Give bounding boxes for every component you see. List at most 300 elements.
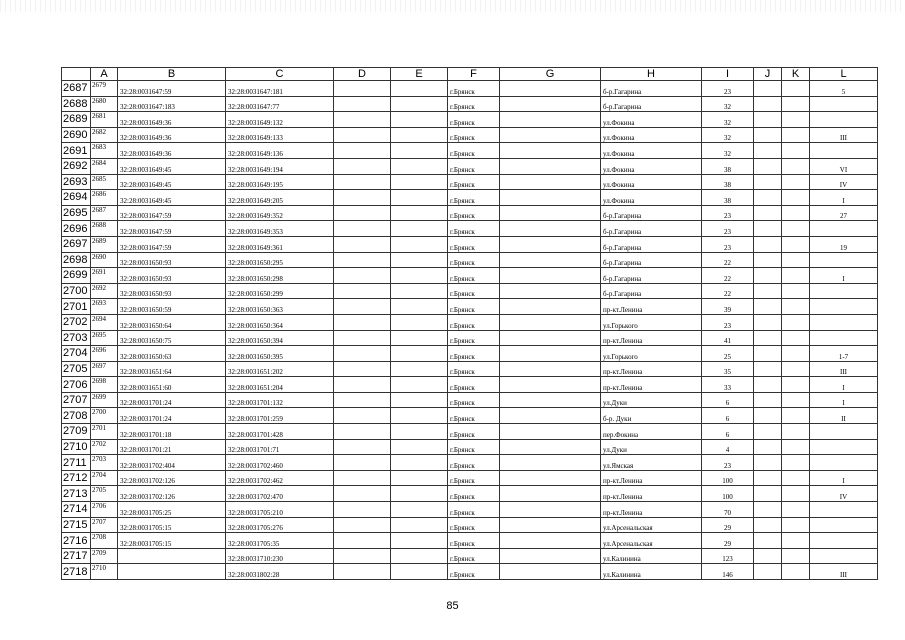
cell-i[interactable]: 29	[702, 533, 754, 549]
cell-e[interactable]	[391, 533, 448, 549]
cell-e[interactable]	[391, 314, 448, 330]
cell-h[interactable]: ул.Фокина	[601, 127, 702, 143]
cell-a[interactable]: 2693	[91, 299, 118, 315]
cell-i[interactable]: 146	[702, 564, 754, 580]
cell-j[interactable]	[754, 205, 782, 221]
cell-f[interactable]: г.Брянск	[448, 127, 500, 143]
cell-b[interactable]: 32:28:0031650:59	[118, 299, 226, 315]
row-number[interactable]: 2702	[62, 314, 91, 330]
cell-e[interactable]	[391, 455, 448, 471]
cell-d[interactable]	[334, 361, 391, 377]
cell-k[interactable]	[782, 299, 810, 315]
cell-c[interactable]: 32:28:0031649:353	[226, 221, 334, 237]
cell-l[interactable]	[810, 96, 878, 112]
cell-f[interactable]: г.Брянск	[448, 517, 500, 533]
cell-d[interactable]	[334, 252, 391, 268]
cell-i[interactable]: 6	[702, 424, 754, 440]
cell-l[interactable]: I	[810, 190, 878, 206]
row-number[interactable]: 2693	[62, 174, 91, 190]
cell-j[interactable]	[754, 470, 782, 486]
cell-h[interactable]: б-р.Гагарина	[601, 252, 702, 268]
cell-g[interactable]	[500, 470, 601, 486]
cell-i[interactable]: 33	[702, 377, 754, 393]
cell-k[interactable]	[782, 112, 810, 128]
cell-b[interactable]: 32:28:0031650:75	[118, 330, 226, 346]
corner-cell[interactable]	[62, 68, 91, 81]
cell-h[interactable]: пр-кт.Ленина	[601, 330, 702, 346]
cell-j[interactable]	[754, 548, 782, 564]
cell-k[interactable]	[782, 346, 810, 362]
cell-a[interactable]: 2702	[91, 439, 118, 455]
cell-a[interactable]: 2706	[91, 502, 118, 518]
cell-e[interactable]	[391, 470, 448, 486]
row-number[interactable]: 2688	[62, 96, 91, 112]
cell-c[interactable]: 32:28:0031705:210	[226, 502, 334, 518]
cell-b[interactable]: 32:28:0031701:24	[118, 408, 226, 424]
cell-b[interactable]: 32:28:0031650:93	[118, 268, 226, 284]
cell-f[interactable]: г.Брянск	[448, 205, 500, 221]
cell-c[interactable]: 32:28:0031651:204	[226, 377, 334, 393]
cell-f[interactable]: г.Брянск	[448, 424, 500, 440]
cell-a[interactable]: 2694	[91, 314, 118, 330]
cell-g[interactable]	[500, 81, 601, 97]
cell-h[interactable]: б-р.Гагарина	[601, 236, 702, 252]
cell-l[interactable]: 19	[810, 236, 878, 252]
cell-d[interactable]	[334, 205, 391, 221]
column-header[interactable]: J	[754, 68, 782, 81]
cell-j[interactable]	[754, 252, 782, 268]
row-number[interactable]: 2713	[62, 486, 91, 502]
cell-e[interactable]	[391, 486, 448, 502]
cell-c[interactable]: 32:28:0031649:352	[226, 205, 334, 221]
cell-j[interactable]	[754, 96, 782, 112]
cell-j[interactable]	[754, 81, 782, 97]
cell-e[interactable]	[391, 268, 448, 284]
row-number[interactable]: 2712	[62, 470, 91, 486]
cell-k[interactable]	[782, 236, 810, 252]
cell-j[interactable]	[754, 377, 782, 393]
cell-a[interactable]: 2680	[91, 96, 118, 112]
cell-g[interactable]	[500, 205, 601, 221]
cell-e[interactable]	[391, 330, 448, 346]
cell-c[interactable]: 32:28:0031649:133	[226, 127, 334, 143]
column-header[interactable]: F	[448, 68, 500, 81]
row-number[interactable]: 2692	[62, 158, 91, 174]
cell-h[interactable]: пер.Фокина	[601, 424, 702, 440]
cell-j[interactable]	[754, 174, 782, 190]
cell-h[interactable]: б-р. Дуки	[601, 408, 702, 424]
cell-h[interactable]: ул.Калинина	[601, 564, 702, 580]
cell-c[interactable]: 32:28:0031649:132	[226, 112, 334, 128]
cell-b[interactable]	[118, 548, 226, 564]
cell-g[interactable]	[500, 221, 601, 237]
cell-l[interactable]: III	[810, 361, 878, 377]
cell-l[interactable]: II	[810, 408, 878, 424]
column-header[interactable]: I	[702, 68, 754, 81]
cell-b[interactable]: 32:28:0031705:15	[118, 533, 226, 549]
cell-c[interactable]: 32:28:0031651:202	[226, 361, 334, 377]
cell-d[interactable]	[334, 174, 391, 190]
cell-l[interactable]	[810, 517, 878, 533]
cell-f[interactable]: г.Брянск	[448, 190, 500, 206]
cell-a[interactable]: 2708	[91, 533, 118, 549]
cell-h[interactable]: б-р.Гагарина	[601, 205, 702, 221]
cell-d[interactable]	[334, 486, 391, 502]
cell-g[interactable]	[500, 486, 601, 502]
cell-j[interactable]	[754, 221, 782, 237]
cell-b[interactable]: 32:28:0031650:93	[118, 283, 226, 299]
cell-g[interactable]	[500, 346, 601, 362]
cell-h[interactable]: б-р.Гагарина	[601, 268, 702, 284]
cell-j[interactable]	[754, 408, 782, 424]
cell-h[interactable]: пр-кт.Ленина	[601, 470, 702, 486]
cell-f[interactable]: г.Брянск	[448, 346, 500, 362]
cell-c[interactable]: 32:28:0031647:77	[226, 96, 334, 112]
cell-c[interactable]: 32:28:0031649:205	[226, 190, 334, 206]
cell-j[interactable]	[754, 486, 782, 502]
row-number[interactable]: 2715	[62, 517, 91, 533]
cell-l[interactable]: I	[810, 470, 878, 486]
cell-c[interactable]: 32:28:0031702:470	[226, 486, 334, 502]
cell-j[interactable]	[754, 236, 782, 252]
cell-c[interactable]: 32:28:0031650:299	[226, 283, 334, 299]
cell-a[interactable]: 2710	[91, 564, 118, 580]
cell-k[interactable]	[782, 174, 810, 190]
cell-c[interactable]: 32:28:0031650:363	[226, 299, 334, 315]
cell-b[interactable]: 32:28:0031649:36	[118, 143, 226, 159]
cell-j[interactable]	[754, 158, 782, 174]
cell-g[interactable]	[500, 252, 601, 268]
column-header[interactable]: C	[226, 68, 334, 81]
cell-e[interactable]	[391, 346, 448, 362]
cell-a[interactable]: 2682	[91, 127, 118, 143]
cell-a[interactable]: 2685	[91, 174, 118, 190]
column-header[interactable]: B	[118, 68, 226, 81]
cell-c[interactable]: 32:28:0031650:295	[226, 252, 334, 268]
cell-g[interactable]	[500, 174, 601, 190]
cell-d[interactable]	[334, 517, 391, 533]
cell-j[interactable]	[754, 268, 782, 284]
cell-j[interactable]	[754, 299, 782, 315]
cell-b[interactable]: 32:28:0031651:64	[118, 361, 226, 377]
cell-j[interactable]	[754, 314, 782, 330]
cell-h[interactable]: ул.Горького	[601, 314, 702, 330]
row-number[interactable]: 2699	[62, 268, 91, 284]
cell-f[interactable]: г.Брянск	[448, 299, 500, 315]
cell-a[interactable]: 2709	[91, 548, 118, 564]
cell-l[interactable]	[810, 283, 878, 299]
cell-c[interactable]: 32:28:0031710:230	[226, 548, 334, 564]
cell-g[interactable]	[500, 533, 601, 549]
cell-c[interactable]: 32:28:0031701:71	[226, 439, 334, 455]
cell-k[interactable]	[782, 143, 810, 159]
cell-g[interactable]	[500, 517, 601, 533]
cell-d[interactable]	[334, 533, 391, 549]
cell-d[interactable]	[334, 424, 391, 440]
cell-i[interactable]: 32	[702, 143, 754, 159]
cell-f[interactable]: г.Брянск	[448, 252, 500, 268]
cell-e[interactable]	[391, 81, 448, 97]
cell-e[interactable]	[391, 221, 448, 237]
cell-c[interactable]: 32:28:0031802:28	[226, 564, 334, 580]
cell-j[interactable]	[754, 346, 782, 362]
cell-b[interactable]: 32:28:0031647:59	[118, 81, 226, 97]
cell-i[interactable]: 23	[702, 221, 754, 237]
cell-h[interactable]: ул.Фокина	[601, 174, 702, 190]
cell-i[interactable]: 22	[702, 268, 754, 284]
cell-j[interactable]	[754, 502, 782, 518]
cell-a[interactable]: 2700	[91, 408, 118, 424]
cell-i[interactable]: 39	[702, 299, 754, 315]
cell-i[interactable]: 32	[702, 96, 754, 112]
column-header[interactable]: L	[810, 68, 878, 81]
row-number[interactable]: 2690	[62, 127, 91, 143]
cell-e[interactable]	[391, 392, 448, 408]
cell-i[interactable]: 38	[702, 190, 754, 206]
cell-d[interactable]	[334, 81, 391, 97]
cell-c[interactable]: 32:28:0031702:460	[226, 455, 334, 471]
cell-l[interactable]: 27	[810, 205, 878, 221]
cell-h[interactable]: ул.Дуки	[601, 392, 702, 408]
cell-k[interactable]	[782, 96, 810, 112]
cell-k[interactable]	[782, 548, 810, 564]
cell-k[interactable]	[782, 330, 810, 346]
cell-k[interactable]	[782, 377, 810, 393]
cell-a[interactable]: 2686	[91, 190, 118, 206]
cell-h[interactable]: ул.Фокина	[601, 158, 702, 174]
cell-c[interactable]: 32:28:0031702:462	[226, 470, 334, 486]
cell-f[interactable]: г.Брянск	[448, 533, 500, 549]
cell-h[interactable]: пр-кт.Ленина	[601, 377, 702, 393]
cell-f[interactable]: г.Брянск	[448, 96, 500, 112]
cell-g[interactable]	[500, 408, 601, 424]
cell-c[interactable]: 32:28:0031649:361	[226, 236, 334, 252]
cell-k[interactable]	[782, 283, 810, 299]
cell-k[interactable]	[782, 408, 810, 424]
cell-k[interactable]	[782, 439, 810, 455]
cell-e[interactable]	[391, 408, 448, 424]
cell-j[interactable]	[754, 112, 782, 128]
cell-e[interactable]	[391, 564, 448, 580]
cell-f[interactable]: г.Брянск	[448, 361, 500, 377]
cell-j[interactable]	[754, 190, 782, 206]
cell-i[interactable]: 25	[702, 346, 754, 362]
cell-d[interactable]	[334, 470, 391, 486]
row-number[interactable]: 2707	[62, 392, 91, 408]
cell-e[interactable]	[391, 361, 448, 377]
cell-h[interactable]: ул.Горького	[601, 346, 702, 362]
row-number[interactable]: 2706	[62, 377, 91, 393]
cell-a[interactable]: 2698	[91, 377, 118, 393]
cell-a[interactable]: 2696	[91, 346, 118, 362]
cell-h[interactable]: ул.Арсенальская	[601, 517, 702, 533]
cell-h[interactable]: ул.Фокина	[601, 143, 702, 159]
cell-a[interactable]: 2695	[91, 330, 118, 346]
cell-j[interactable]	[754, 330, 782, 346]
row-number[interactable]: 2714	[62, 502, 91, 518]
cell-i[interactable]: 23	[702, 236, 754, 252]
cell-l[interactable]	[810, 424, 878, 440]
cell-l[interactable]	[810, 314, 878, 330]
cell-d[interactable]	[334, 127, 391, 143]
cell-k[interactable]	[782, 221, 810, 237]
cell-g[interactable]	[500, 330, 601, 346]
cell-e[interactable]	[391, 283, 448, 299]
cell-h[interactable]: пр-кт.Ленина	[601, 299, 702, 315]
cell-f[interactable]: г.Брянск	[448, 174, 500, 190]
cell-e[interactable]	[391, 377, 448, 393]
cell-g[interactable]	[500, 424, 601, 440]
cell-g[interactable]	[500, 190, 601, 206]
cell-j[interactable]	[754, 127, 782, 143]
cell-l[interactable]	[810, 455, 878, 471]
cell-d[interactable]	[334, 221, 391, 237]
cell-d[interactable]	[334, 408, 391, 424]
cell-e[interactable]	[391, 439, 448, 455]
cell-c[interactable]: 32:28:0031701:428	[226, 424, 334, 440]
cell-a[interactable]: 2692	[91, 283, 118, 299]
row-number[interactable]: 2710	[62, 439, 91, 455]
cell-d[interactable]	[334, 346, 391, 362]
cell-h[interactable]: ул.Ямская	[601, 455, 702, 471]
cell-d[interactable]	[334, 439, 391, 455]
cell-a[interactable]: 2690	[91, 252, 118, 268]
cell-i[interactable]: 32	[702, 127, 754, 143]
cell-e[interactable]	[391, 96, 448, 112]
row-number[interactable]: 2711	[62, 455, 91, 471]
cell-h[interactable]: пр-кт.Ленина	[601, 361, 702, 377]
cell-l[interactable]	[810, 548, 878, 564]
cell-e[interactable]	[391, 190, 448, 206]
cell-e[interactable]	[391, 502, 448, 518]
cell-i[interactable]: 38	[702, 174, 754, 190]
row-number[interactable]: 2701	[62, 299, 91, 315]
cell-b[interactable]: 32:28:0031647:59	[118, 205, 226, 221]
cell-i[interactable]: 70	[702, 502, 754, 518]
cell-j[interactable]	[754, 361, 782, 377]
cell-d[interactable]	[334, 392, 391, 408]
cell-f[interactable]: г.Брянск	[448, 221, 500, 237]
cell-f[interactable]: г.Брянск	[448, 143, 500, 159]
cell-c[interactable]: 32:28:0031701:132	[226, 392, 334, 408]
cell-i[interactable]: 6	[702, 392, 754, 408]
cell-g[interactable]	[500, 439, 601, 455]
cell-k[interactable]	[782, 361, 810, 377]
cell-g[interactable]	[500, 455, 601, 471]
cell-f[interactable]: г.Брянск	[448, 268, 500, 284]
cell-l[interactable]	[810, 252, 878, 268]
cell-f[interactable]: г.Брянск	[448, 236, 500, 252]
cell-k[interactable]	[782, 502, 810, 518]
cell-f[interactable]: г.Брянск	[448, 455, 500, 471]
cell-d[interactable]	[334, 143, 391, 159]
cell-b[interactable]: 32:28:0031649:36	[118, 127, 226, 143]
cell-f[interactable]: г.Брянск	[448, 502, 500, 518]
cell-g[interactable]	[500, 564, 601, 580]
cell-b[interactable]: 32:28:0031701:18	[118, 424, 226, 440]
cell-c[interactable]: 32:28:0031650:395	[226, 346, 334, 362]
cell-c[interactable]: 32:28:0031649:195	[226, 174, 334, 190]
cell-b[interactable]: 32:28:0031650:64	[118, 314, 226, 330]
cell-f[interactable]: г.Брянск	[448, 439, 500, 455]
row-number[interactable]: 2698	[62, 252, 91, 268]
row-number[interactable]: 2695	[62, 205, 91, 221]
cell-e[interactable]	[391, 127, 448, 143]
column-header[interactable]: E	[391, 68, 448, 81]
cell-g[interactable]	[500, 96, 601, 112]
cell-g[interactable]	[500, 143, 601, 159]
cell-j[interactable]	[754, 564, 782, 580]
row-number[interactable]: 2718	[62, 564, 91, 580]
cell-l[interactable]: IV	[810, 486, 878, 502]
row-number[interactable]: 2700	[62, 283, 91, 299]
cell-f[interactable]: г.Брянск	[448, 377, 500, 393]
cell-l[interactable]	[810, 221, 878, 237]
cell-g[interactable]	[500, 392, 601, 408]
cell-i[interactable]: 22	[702, 252, 754, 268]
cell-h[interactable]: пр-кт.Ленина	[601, 486, 702, 502]
cell-b[interactable]	[118, 564, 226, 580]
cell-g[interactable]	[500, 112, 601, 128]
cell-f[interactable]: г.Брянск	[448, 330, 500, 346]
cell-a[interactable]: 2688	[91, 221, 118, 237]
cell-d[interactable]	[334, 299, 391, 315]
cell-d[interactable]	[334, 268, 391, 284]
cell-a[interactable]: 2679	[91, 81, 118, 97]
cell-j[interactable]	[754, 392, 782, 408]
cell-i[interactable]: 100	[702, 470, 754, 486]
row-number[interactable]: 2697	[62, 236, 91, 252]
cell-b[interactable]: 32:28:0031649:45	[118, 190, 226, 206]
cell-g[interactable]	[500, 377, 601, 393]
cell-f[interactable]: г.Брянск	[448, 564, 500, 580]
cell-j[interactable]	[754, 517, 782, 533]
cell-k[interactable]	[782, 314, 810, 330]
row-number[interactable]: 2703	[62, 330, 91, 346]
cell-d[interactable]	[334, 548, 391, 564]
cell-a[interactable]: 2681	[91, 112, 118, 128]
cell-h[interactable]: ул.Фокина	[601, 112, 702, 128]
cell-b[interactable]: 32:28:0031650:93	[118, 252, 226, 268]
cell-d[interactable]	[334, 112, 391, 128]
cell-d[interactable]	[334, 502, 391, 518]
cell-e[interactable]	[391, 299, 448, 315]
cell-l[interactable]: 1-7	[810, 346, 878, 362]
cell-a[interactable]: 2701	[91, 424, 118, 440]
cell-f[interactable]: г.Брянск	[448, 112, 500, 128]
cell-c[interactable]: 32:28:0031705:35	[226, 533, 334, 549]
cell-e[interactable]	[391, 158, 448, 174]
column-header[interactable]: A	[91, 68, 118, 81]
cell-i[interactable]: 22	[702, 283, 754, 299]
row-number[interactable]: 2716	[62, 533, 91, 549]
cell-i[interactable]: 100	[702, 486, 754, 502]
cell-l[interactable]	[810, 502, 878, 518]
cell-a[interactable]: 2697	[91, 361, 118, 377]
cell-f[interactable]: г.Брянск	[448, 158, 500, 174]
cell-a[interactable]: 2704	[91, 470, 118, 486]
cell-c[interactable]: 32:28:0031650:298	[226, 268, 334, 284]
cell-f[interactable]: г.Брянск	[448, 283, 500, 299]
cell-f[interactable]: г.Брянск	[448, 470, 500, 486]
cell-b[interactable]: 32:28:0031649:45	[118, 158, 226, 174]
cell-j[interactable]	[754, 455, 782, 471]
cell-j[interactable]	[754, 283, 782, 299]
cell-h[interactable]: пр-кт.Ленина	[601, 502, 702, 518]
cell-d[interactable]	[334, 377, 391, 393]
cell-d[interactable]	[334, 96, 391, 112]
cell-h[interactable]: ул.Фокина	[601, 190, 702, 206]
